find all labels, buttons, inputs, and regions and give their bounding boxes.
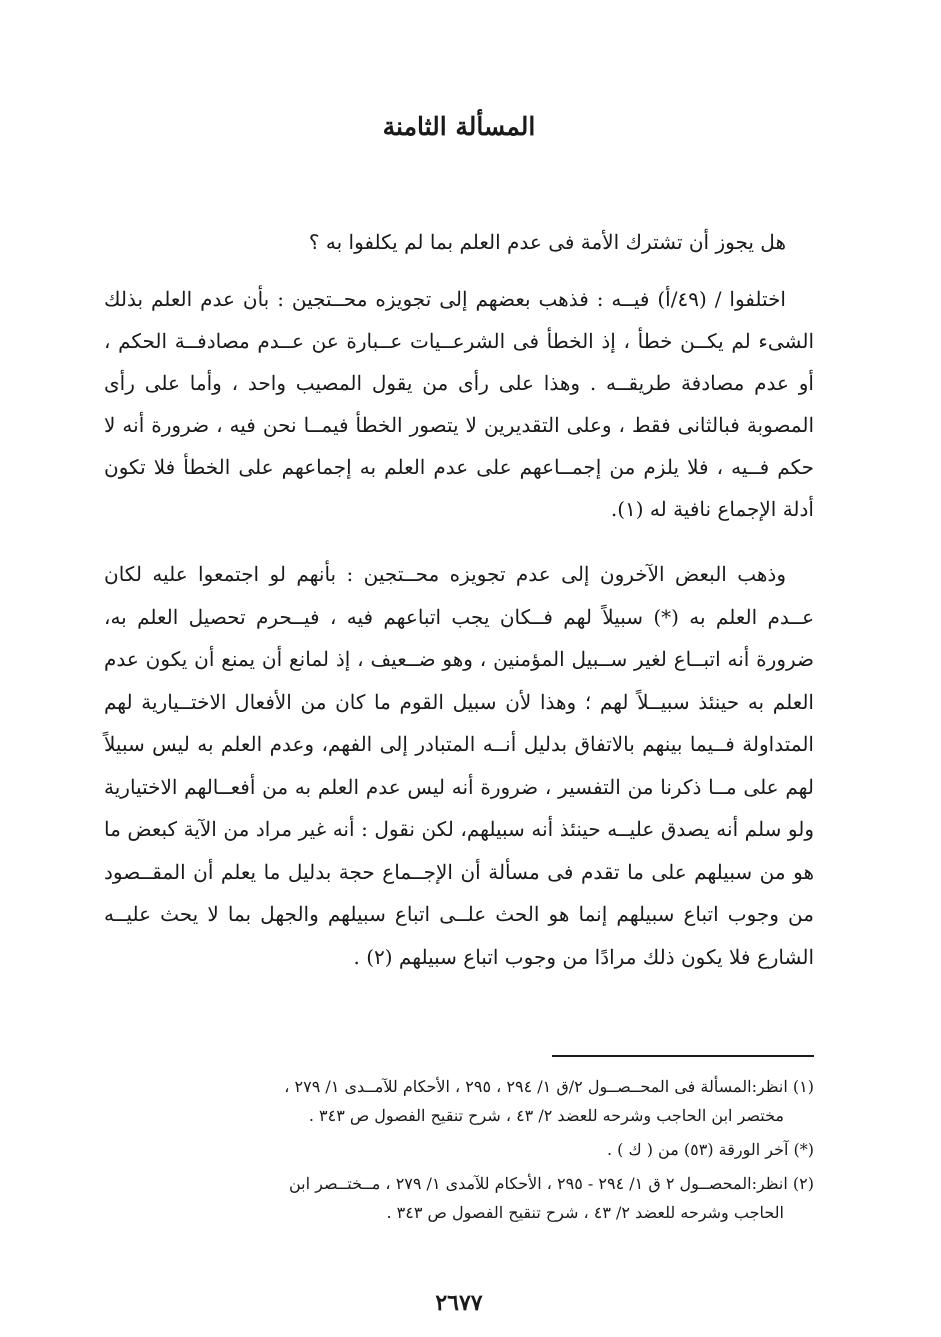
question-line: هل يجوز أن تشترك الأمة فى عدم العلم بما لم يكلفوا به ؟ bbox=[308, 230, 786, 254]
footnote-1-line-1: (١) انظر:المسألة فى المحــصــول ٢/ق ١/ ٢٩٤ ، ٢٩٥ ، الأحكام للآمــدى ١/ ٢٧٩ ، bbox=[284, 1077, 814, 1096]
page-number: ٢٦٧٧ bbox=[435, 1290, 483, 1316]
footnote-2-line-1: (٢) انظر:المحصــول ٢ ق ١/ ٢٩٤ - ٢٩٥ ، الأحكام للآمدى ١/ ٢٧٩ ، مــختــصر ابن bbox=[289, 1174, 814, 1193]
footnote-2 bbox=[104, 1169, 814, 1227]
footnotes bbox=[104, 1072, 814, 1232]
paragraph-first-opinion: اختلفوا / (٤٩/أ) فيــه : فذهب بعضهم إلى تجويزه محــتجين : بأن عدم العلم بذلك الشىء لم يكــن خطأ ، إذ الخطأ فى الشرعــيات عــبارة عن عــدم مصادفــة الحكم ، أو عدم مصادفة طريقــه . وهذا على رأى من يقول المصيب واحد ، وأما على رأى المصوبة فبالثانى فقط ، وعلى التقديرين لا يتصور الخطأ فيمــا نحن فيه ، ضرورة أنه لا حكم فــيه ، فلا يلزم من إجمــاعهم على عدم العلم به إجماعهم على الخطأ فلا تكون أدلة الإجماع نافية له (١). bbox=[104, 287, 814, 521]
section-title: المسألة الثامنة bbox=[382, 112, 536, 141]
document-page bbox=[104, 0, 814, 1337]
footnote-2-line-2: الحاجب وشرحه للعضد ٢/ ٤٣ ، شرح تنقيح الفصول ص ٣٤٣ . bbox=[386, 1203, 784, 1222]
footnote-separator bbox=[552, 1055, 814, 1057]
footnote-1 bbox=[104, 1072, 814, 1130]
footnote-1-line-2: مختصر ابن الحاجب وشرحه للعضد ٢/ ٤٣ ، شرح تنقيح الفصول ص ٣٤٣ . bbox=[308, 1106, 784, 1125]
footnote-star: (*) آخر الورقة (٥٣) من ( ك ) . bbox=[606, 1140, 814, 1159]
paragraph-second-opinion: وذهب البعض الآخرون إلى عدم تجويزه محــتجين : بأنهم لو اجتمعوا عليه لكان عــدم العلم به (*) سبيلاً لهم فــكان يجب اتباعهم فيه ، فيــحرم تحصيل العلم به، ضرورة أنه اتبــاع لغير ســبيل المؤمنين ، وهو ضــعيف ، إذ لمانع أن يمنع أن يكون عدم العلم به حينئذ سبيــلاً لهم ؛ وهذا لأن سبيل القوم ما كان من الأفعال الاختــيارية لهم المتداولة فــيما بينهم بالاتفاق بدليل أنــه المتبادر إلى الفهم، وعدم العلم به ليس سبيلاً لهم على مــا ذكرنا من التفسير ، ضرورة أنه ليس عدم العلم به من أفعــالهم الاختيارية ولو سلم أنه يصدق عليــه حينئذ أنه سبيلهم، لكن نقول : أنه غير مراد من الآية كبعض ما هو من سبيلهم على ما تقدم فى مسألة أن الإجــماع حجة بدليل ما يعلم أن المقــصود من وجوب اتباع سبيلهم إنما هو الحث علــى اتباع سبيلهم والجهل بما لا يحث عليــه الشارع فلا يكون ذلك مرادًا من وجوب اتباع سبيلهم (٢) . bbox=[104, 562, 814, 969]
